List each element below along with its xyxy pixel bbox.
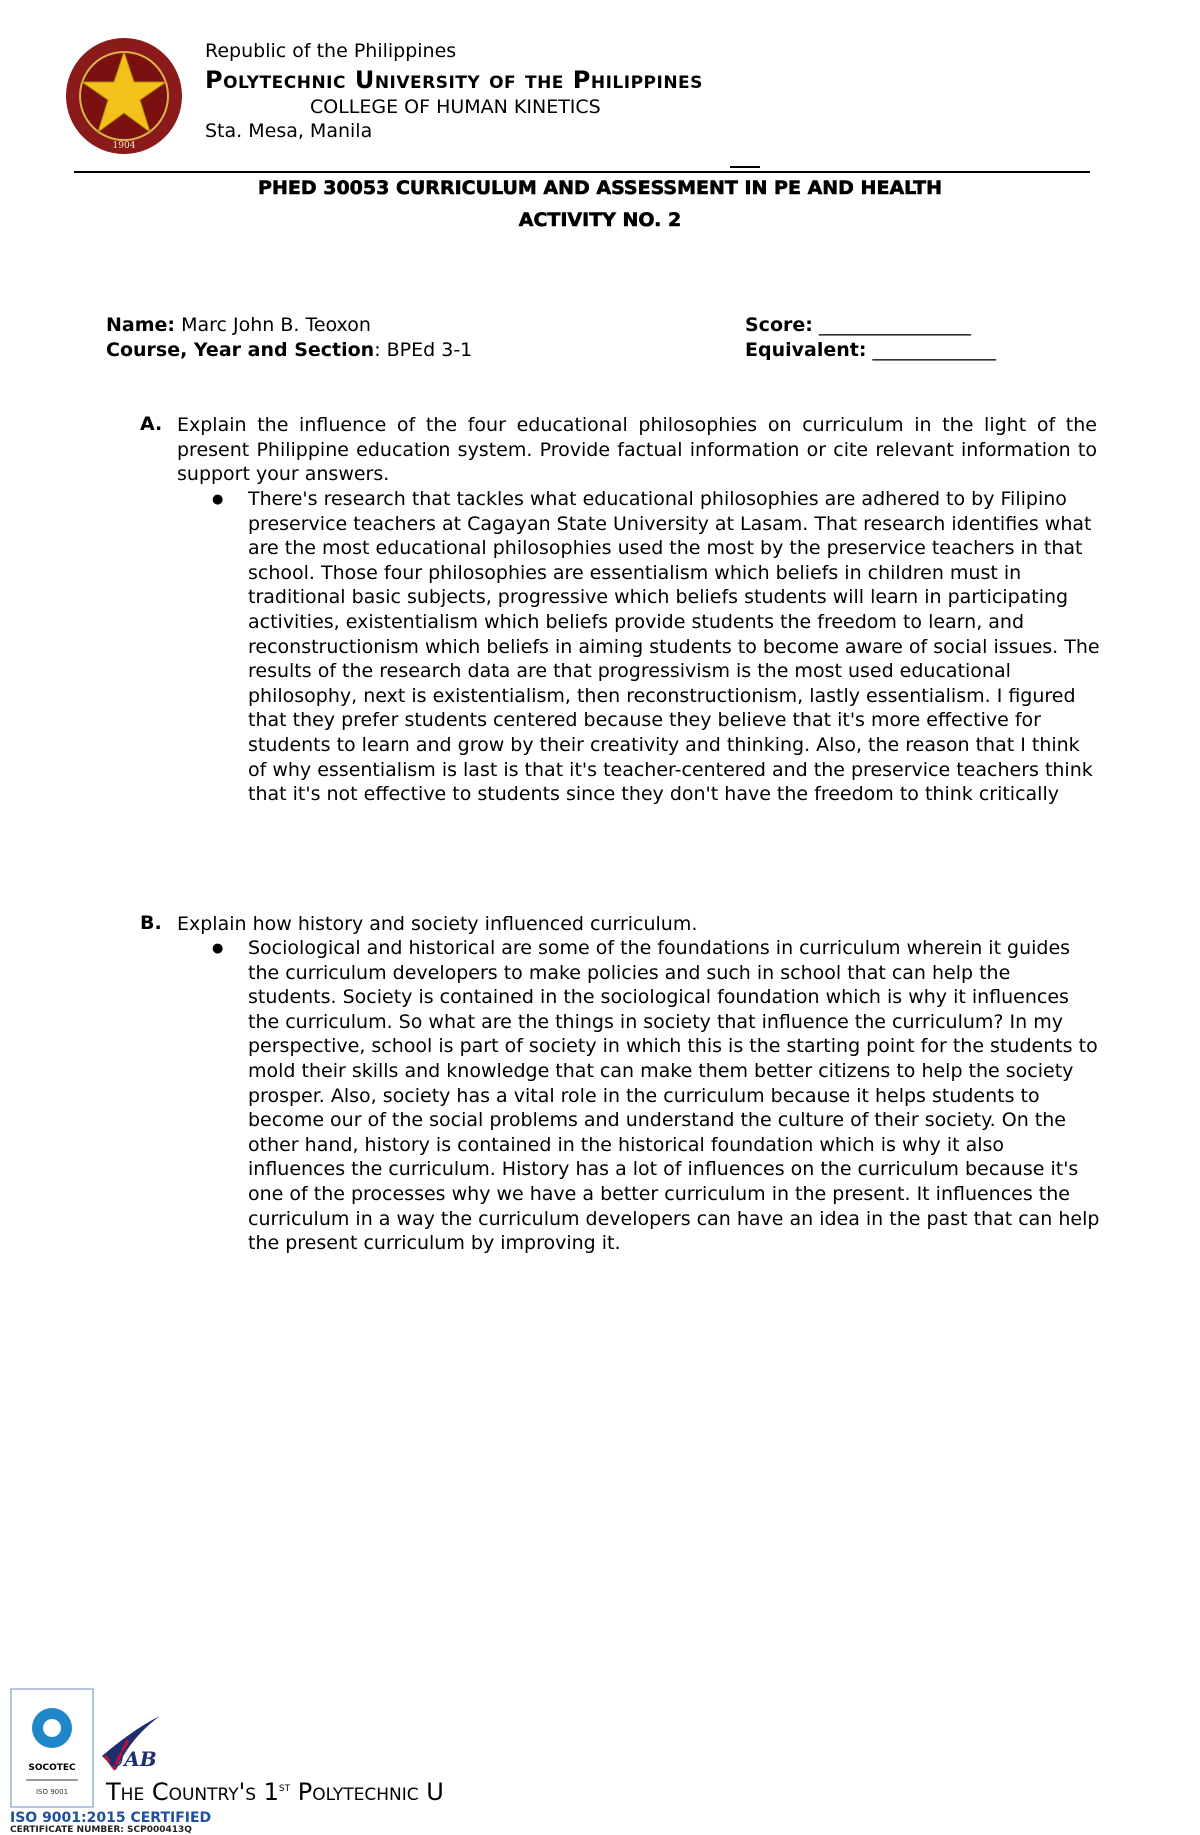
footer-text-after: Polytechnic U <box>290 1778 444 1806</box>
score-blank: ________________ <box>818 314 971 336</box>
activity-title: ACTIVITY NO. 2 <box>518 209 682 231</box>
answer-b-text: Sociological and historical are some of the foundations in curriculum wherein it guides the curriculum developers to make policies and such in school that can help the students. Society is contained in the sociological foundation which is why it influences the curriculum. So what are the things in society that influence the curriculum? In my perspective, school is part of society in which this is the starting point for the students to mold their skills and knowledge that can make them better citizens to help the society prosper. Also, society has a vital role in the curriculum because it helps students to become our of the social problems and understand the culture of their society. On the other hand, history is contained in the historical foundation which is why it also influences the curriculum. History has a lot of influences on the curriculum because it's one of the processes why we have a better curriculum in the present. It influences the curriculum in a way the curriculum developers can have an idea in the past that can help the present curriculum by improving it. <box>248 937 1100 1255</box>
footer-superscript: st <box>278 1780 291 1795</box>
campus-location: Sta. Mesa, Manila <box>205 120 373 142</box>
answer-a-text: There's research that tackles what educational philosophies are adhered to by Filipino preservice teachers at Cagayan State University at Lasam. That research identifies what are the most educational philosophies used the most by the preservice teachers in that school. Those four philosophies are essentialism which beliefs in children must in traditional basic subjects, progressive which beliefs students will learn in participating activities, existentialism which beliefs provide students the freedom to learn, and reconstructionism which beliefs in aiming students to become aware of social issues. The results of the research data are that progressivism is the most used educational philosophy, next is existentialism, then reconstructionism, lastly essentialism. I figured that they prefer students centered because they believe that it's more effective for students to learn and grow by their creativity and thinking. Also, the reason that I think of why essentialism is last is that it's teacher-centered and the preservice teachers think that it's not effective to students since they don't have the freedom to think critically <box>248 488 1100 806</box>
university-name: Polytechnic University of the Philippines <box>205 66 703 94</box>
score-label: Score: <box>745 314 813 336</box>
section-label: Course, Year and Section <box>106 339 375 361</box>
name-value: Marc John B. Teoxon <box>181 314 371 336</box>
bullet-icon: ● <box>212 492 224 507</box>
footer-text-before: The Country's 1 <box>106 1778 279 1806</box>
question-b-text: Explain how history and society influenced curriculum. <box>177 913 698 935</box>
question-a-letter: A. <box>140 413 163 435</box>
equivalent-label: Equivalent: <box>745 339 867 361</box>
equivalent-blank: _____________ <box>872 339 996 361</box>
iso-standard-label: ISO 9001 <box>35 1788 69 1796</box>
bullet-icon: ● <box>212 941 224 956</box>
seal-year: 1904 <box>112 141 136 151</box>
iso-certified-label: ISO 9001:2015 CERTIFIED <box>10 1810 212 1826</box>
socotec-label: SOCOTEC <box>28 1763 76 1773</box>
score-field <box>745 314 971 336</box>
course-title: PHED 30053 CURRICULUM AND ASSESSMENT IN PE AND HEALTH <box>258 177 942 199</box>
header-divider <box>74 171 1090 173</box>
question-b-letter: B. <box>140 912 162 934</box>
question-a-text: Explain the influence of the four educational philosophies on curriculum in the light of the present Philippine education system. Provide factual information or cite relevant information to support your answers. <box>177 414 1097 486</box>
republic-label: Republic of the Philippines <box>205 40 457 62</box>
certificate-number: CERTIFICATE NUMBER: SCP000413Q <box>10 1825 192 1835</box>
college-name: COLLEGE OF HUMAN KINETICS <box>310 96 601 118</box>
section-value: : BPEd 3-1 <box>374 339 473 361</box>
footer-tagline <box>106 1778 444 1806</box>
course-section-field <box>106 339 472 361</box>
header-rule-tick <box>730 166 760 168</box>
equivalent-field <box>745 339 996 361</box>
name-label: Name: <box>106 314 176 336</box>
university-seal-logo <box>64 36 184 156</box>
student-name-field <box>106 314 371 336</box>
uab-label: UAB <box>107 1747 157 1771</box>
